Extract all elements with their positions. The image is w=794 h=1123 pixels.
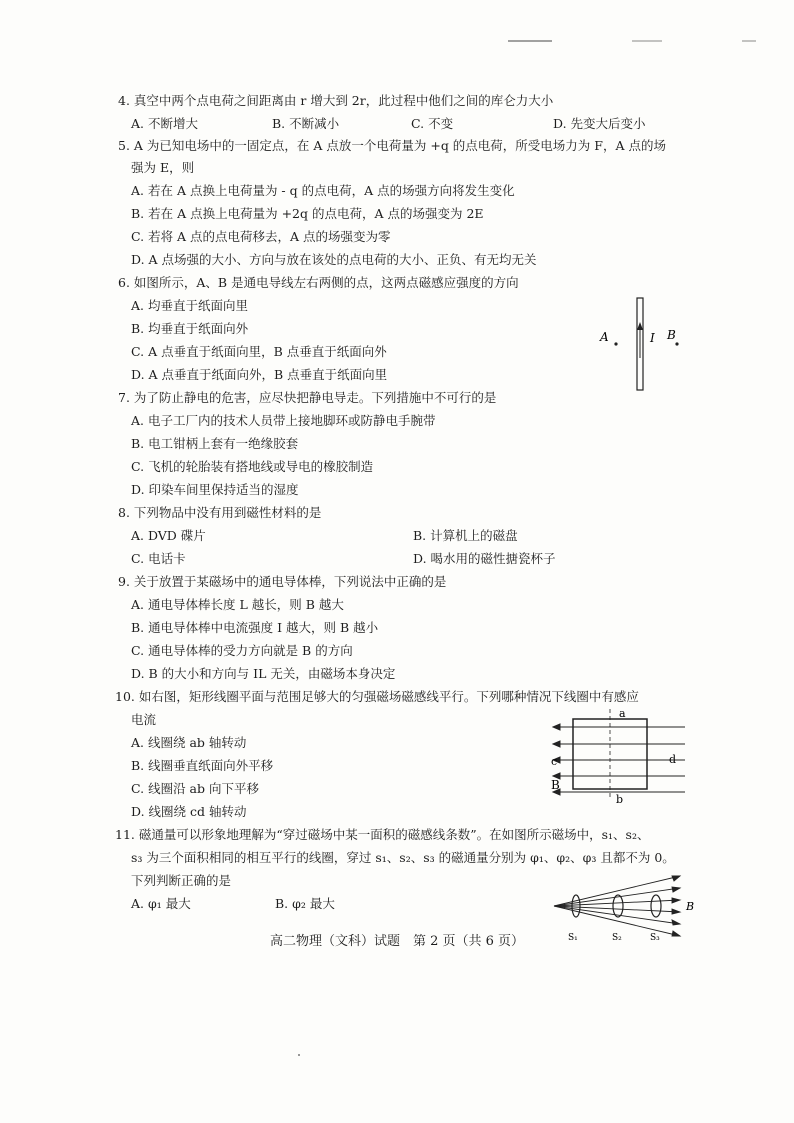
current-arrow-head bbox=[637, 322, 643, 330]
q8-option-b: B. 计算机上的磁盘 bbox=[413, 528, 518, 543]
page-footer: 高二物理（文科）试题 第 2 页（共 6 页） bbox=[269, 934, 525, 949]
q7-option-a: A. 电子工厂内的技术人员带上接地脚环或防静电手腕带 bbox=[131, 413, 436, 428]
loop-s2 bbox=[613, 895, 623, 917]
q8-stem: 8. 下列物品中没有用到磁性材料的是 bbox=[118, 505, 322, 520]
q6-wire-figure bbox=[590, 296, 690, 396]
q4-option-b: B. 不断减小 bbox=[272, 116, 340, 131]
scan-mark bbox=[742, 40, 756, 42]
label-s3: S₃ bbox=[650, 933, 660, 942]
q5-option-c: C. 若将 A 点的点电荷移去，A 点的场强变为零 bbox=[131, 229, 391, 244]
q11-stem-line3: 下列判断正确的是 bbox=[131, 873, 232, 888]
q6-stem: 6. 如图所示，A、B 是通电导线左右两侧的点，这两点磁感应强度的方向 bbox=[118, 275, 519, 290]
label-s1: S₁ bbox=[568, 933, 578, 942]
q5-option-b: B. 若在 A 点换上电荷量为 +2q 的点电荷，A 点的场强变为 2E bbox=[131, 206, 484, 221]
q6-option-a: A. 均垂直于纸面向里 bbox=[131, 298, 248, 313]
scan-mark bbox=[632, 40, 662, 42]
q9-stem: 9. 关于放置于某磁场中的通电导体棒，下列说法中正确的是 bbox=[118, 574, 447, 589]
q11-stem-line1: 11. 磁通量可以形象地理解为“穿过磁场中某一面积的磁感线条数”。在如图所示磁场中，s₁、s₂、 bbox=[115, 827, 650, 842]
q8-option-d: D. 喝水用的磁性搪瓷杯子 bbox=[413, 551, 556, 566]
q4-option-d: D. 先变大后变小 bbox=[553, 116, 646, 131]
q10-stem-line2: 电流 bbox=[131, 712, 157, 727]
q9-option-a: A. 通电导体棒长度 L 越长，则 B 越大 bbox=[131, 597, 344, 612]
field-label: B bbox=[686, 900, 695, 913]
q7-option-b: B. 电工钳柄上套有一绝缘胶套 bbox=[131, 436, 299, 451]
q4-option-c: C. 不变 bbox=[411, 116, 454, 131]
q6-option-d: D. A 点垂直于纸面向外，B 点垂直于纸面向里 bbox=[131, 367, 388, 382]
label-s2: S₂ bbox=[612, 933, 622, 942]
q9-option-b: B. 通电导体棒中电流强度 I 越大，则 B 越小 bbox=[131, 620, 379, 635]
scan-speck bbox=[298, 1054, 300, 1056]
q7-option-d: D. 印染车间里保持适当的湿度 bbox=[131, 482, 299, 497]
q8-option-a: A. DVD 碟片 bbox=[131, 528, 206, 543]
point-b-label: B bbox=[667, 328, 676, 342]
q4-option-a: A. 不断增大 bbox=[131, 116, 198, 131]
q7-stem: 7. 为了防止静电的危害，应尽快把静电导走。下列措施中不可行的是 bbox=[118, 390, 497, 405]
label-c: c bbox=[551, 755, 558, 768]
label-b: b bbox=[616, 793, 624, 805]
point-b-dot bbox=[675, 342, 678, 345]
q6-option-c: C. A 点垂直于纸面向里，B 点垂直于纸面向外 bbox=[131, 344, 387, 359]
q10-coil-figure bbox=[545, 705, 695, 805]
q6-option-b: B. 均垂直于纸面向外 bbox=[131, 321, 249, 336]
scan-mark bbox=[508, 40, 552, 42]
q10-stem-line1: 10. 如右图，矩形线圈平面与范围足够大的匀强磁场磁感线平行。下列哪种情况下线圈中有感应 bbox=[115, 689, 639, 704]
q8-option-c: C. 电话卡 bbox=[131, 551, 186, 566]
q5-option-d: D. A 点场强的大小、方向与放在该处的点电荷的大小、正负、有无均无关 bbox=[131, 252, 537, 267]
q5-option-a: A. 若在 A 点换上电荷量为 - q 的点电荷，A 点的场强方向将发生变化 bbox=[131, 183, 515, 198]
loop-s3 bbox=[651, 895, 661, 917]
q10-option-a: A. 线圈绕 ab 轴转动 bbox=[131, 735, 247, 750]
q11-option-b: B. φ₂ 最大 bbox=[275, 896, 335, 911]
current-label: I bbox=[650, 331, 655, 345]
field-label: B bbox=[551, 778, 560, 792]
label-d: d bbox=[669, 753, 677, 766]
q5-stem-line1: 5. A 为已知电场中的一固定点，在 A 点放一个电荷量为 +q 的点电荷，所受电场力为 F，A 点的场 bbox=[118, 138, 666, 153]
q10-option-d: D. 线圈绕 cd 轴转动 bbox=[131, 804, 247, 819]
q9-option-d: D. B 的大小和方向与 IL 无关，由磁场本身决定 bbox=[131, 666, 396, 681]
q4-stem: 4. 真空中两个点电荷之间距离由 r 增大到 2r，此过程中他们之间的库仑力大小 bbox=[118, 93, 554, 108]
point-a-label: A bbox=[600, 330, 609, 344]
q11-stem-line2: s₃ 为三个面积相同的相互平行的线圈，穿过 s₁、s₂、s₃ 的磁通量分别为 φ₁、φ₂、φ₃ 且都不为 0。 bbox=[131, 850, 675, 865]
q10-option-b: B. 线圈垂直纸面向外平移 bbox=[131, 758, 274, 773]
q5-stem-line2: 强为 E，则 bbox=[131, 160, 195, 175]
q10-option-c: C. 线圈沿 ab 向下平移 bbox=[131, 781, 259, 796]
label-a: a bbox=[619, 707, 626, 720]
q7-option-c: C. 飞机的轮胎装有搭地线或导电的橡胶制造 bbox=[131, 459, 374, 474]
loop-s1 bbox=[572, 895, 580, 917]
q11-option-a: A. φ₁ 最大 bbox=[131, 896, 191, 911]
point-a-dot bbox=[614, 342, 617, 345]
q9-option-c: C. 通电导体棒的受力方向就是 B 的方向 bbox=[131, 643, 353, 658]
